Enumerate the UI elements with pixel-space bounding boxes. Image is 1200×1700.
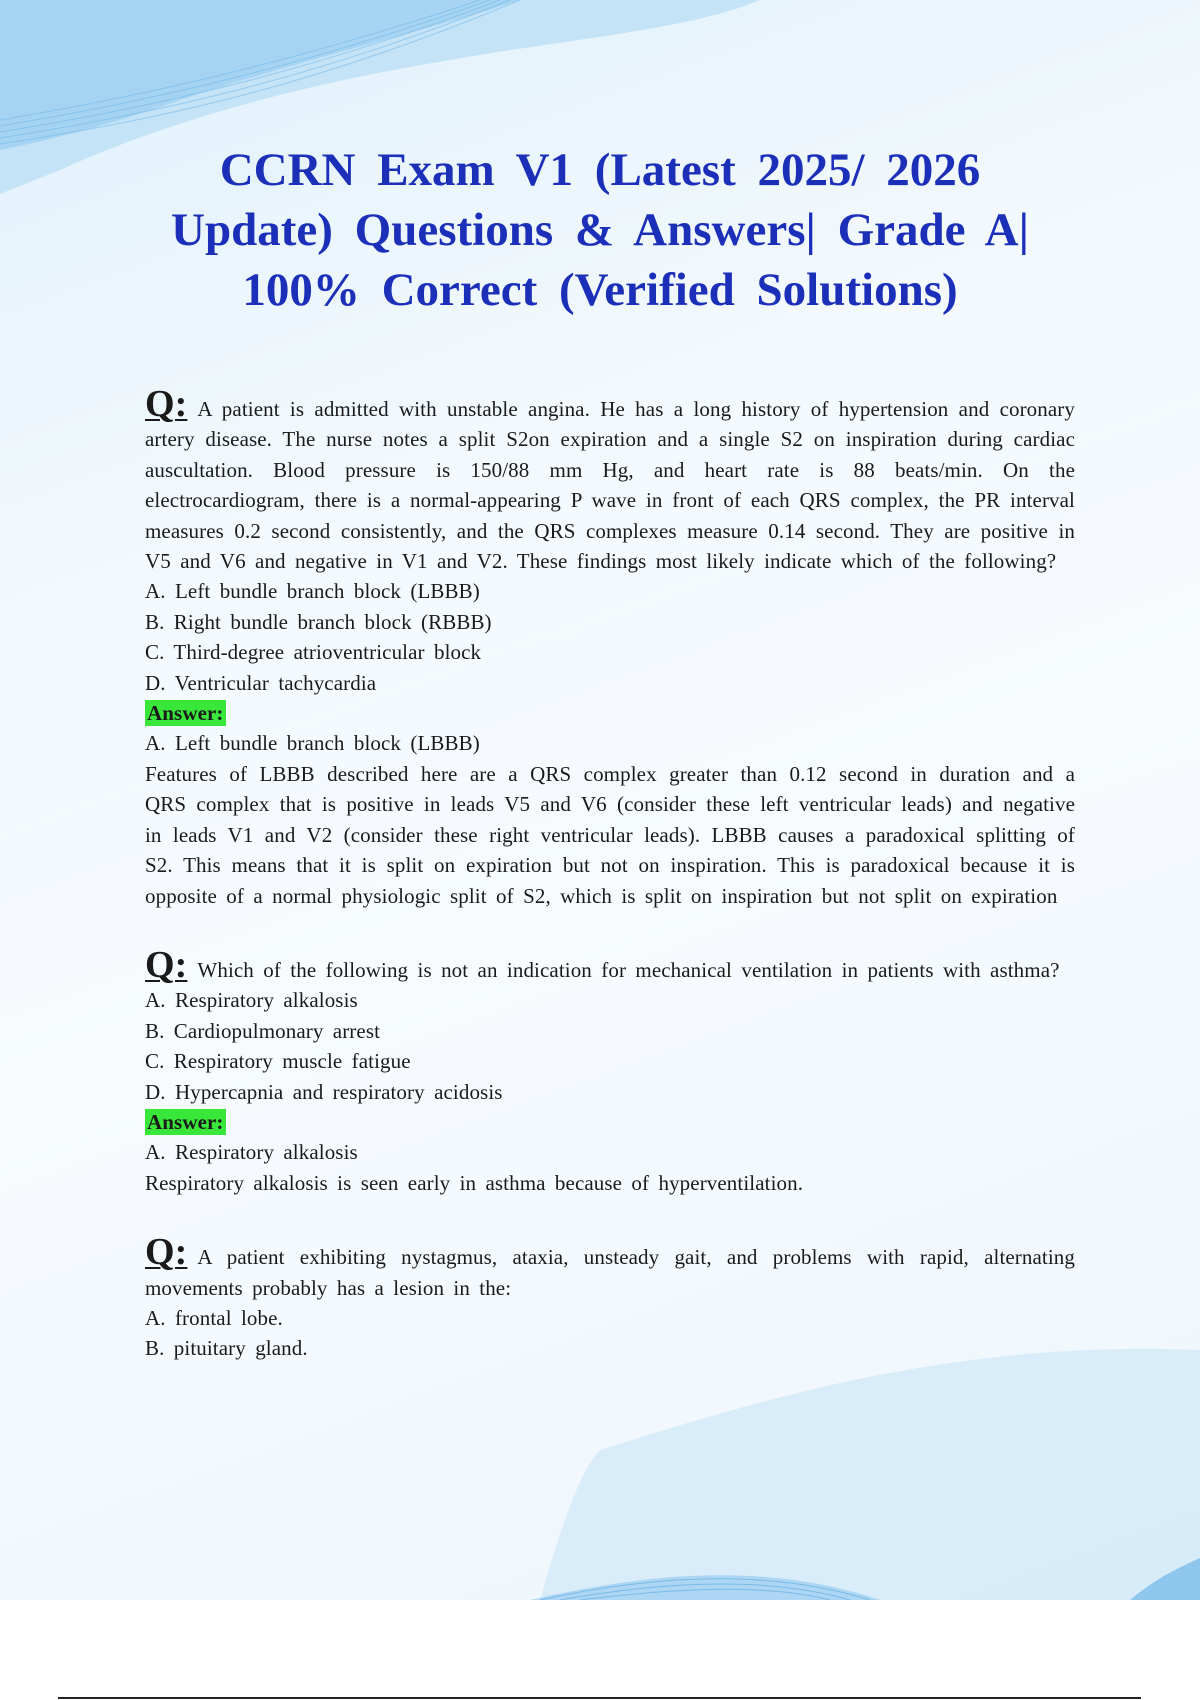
- option-b: B. pituitary gland.: [145, 1336, 308, 1361]
- question-text: A patient is admitted with unstable angina. He has a long history of hypertension and coronary artery disease. The nurse notes a split S2on expiration and a single S2 on inspiration during cardiac auscultation. Blood pressure is 150/88 mm Hg, and heart rate is 88 beats/min. On the electrocardiogram, there is a normal-appearing P wave in front of each QRS complex, the PR interval measures 0.2 second consistently, and the QRS complexes measure 0.14 second. They are positive in V5 and V6 and negative in V1 and V2. These findings most likely indicate which of the following?: [145, 397, 1075, 574]
- option-a: A. frontal lobe.: [145, 1305, 283, 1330]
- footer-divider: [58, 1697, 1141, 1699]
- answer-explanation: Features of LBBB described here are a QRS complex greater than 0.12 second in duration and a QRS complex that is positive in leads V5 and V6 (consider these left ventricular leads) and negative in leads V1 and V2 (consider these right ventricular leads). LBBB causes a paradoxical splitting of S2. This means that it is split on expiration but not on inspiration. This is paradoxical because it is opposite of a normal physiologic split of S2, which is split on inspiration but not split on expiration: [145, 761, 1075, 908]
- question-marker: Q:: [145, 383, 188, 425]
- question-text: A patient exhibiting nystagmus, ataxia, unsteady gait, and problems with rapid, alternating movements probably has a lesion in the:: [145, 1245, 1075, 1300]
- answer-label: Answer:: [147, 701, 224, 726]
- answer-label: Answer:: [147, 1109, 224, 1134]
- option-a: A. Left bundle branch block (LBBB): [145, 579, 480, 604]
- answer-text: A. Respiratory alkalosis: [145, 1140, 358, 1165]
- question-block: [145, 1231, 1075, 1364]
- question-marker: Q:: [145, 943, 188, 986]
- option-b: B. Cardiopulmonary arrest: [145, 1018, 381, 1043]
- option-a: A. Respiratory alkalosis: [145, 988, 358, 1013]
- answer-text: A. Left bundle branch block (LBBB): [145, 731, 480, 756]
- option-d: D. Ventricular tachycardia: [145, 670, 377, 695]
- option-b: B. Right bundle branch block (RBBB): [145, 609, 492, 634]
- answer-explanation: Respiratory alkalosis is seen early in asthma because of hyperventilation.: [145, 1170, 804, 1195]
- question-text: Which of the following is not an indication for mechanical ventilation in patients with asthma?: [197, 957, 1060, 982]
- questions-list: [145, 383, 1075, 1404]
- option-c: C. Respiratory muscle fatigue: [145, 1049, 411, 1074]
- question-marker: Q:: [145, 1231, 188, 1274]
- document-title: CCRN Exam V1 (Latest 2025/ 2026 Update) Questions & Answers| Grade A| 100% Correct (Verified Solutions): [171, 144, 1029, 316]
- question-block: [145, 943, 1075, 1198]
- option-d: D. Hypercapnia and respiratory acidosis: [145, 1079, 503, 1104]
- question-block: [145, 383, 1075, 911]
- option-c: C. Third-degree atrioventricular block: [145, 640, 482, 665]
